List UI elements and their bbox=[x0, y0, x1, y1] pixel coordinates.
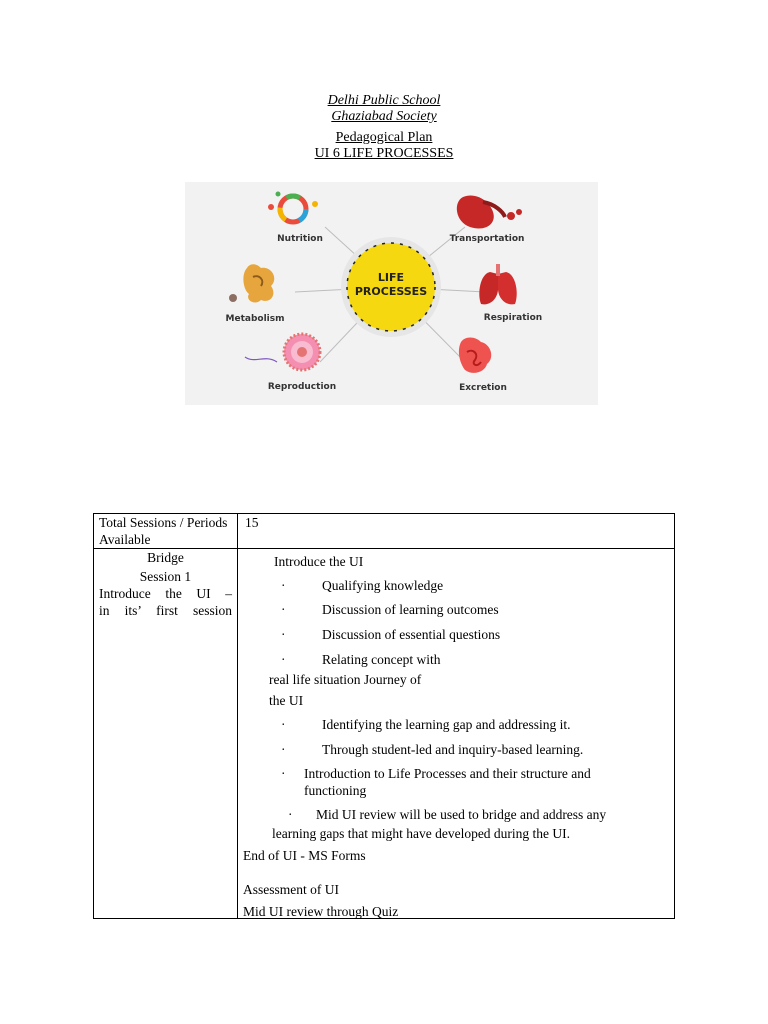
bullet-7: · bbox=[281, 766, 286, 781]
assessment-label: Assessment of UI bbox=[243, 882, 339, 897]
bullet-1: · bbox=[281, 578, 286, 593]
session-content-cell bbox=[238, 549, 675, 919]
school-name: Delhi Public School bbox=[327, 93, 441, 108]
bullet-6-text: Through student-led and inquiry-based learning. bbox=[322, 742, 584, 757]
bullet-6: · bbox=[281, 742, 286, 757]
label-nutrition: Nutrition bbox=[277, 234, 323, 244]
bridge-label: Bridge bbox=[147, 550, 184, 565]
bullet-5: · bbox=[281, 717, 286, 732]
bullet-7-text-line2: functioning bbox=[304, 783, 367, 798]
bridge-cell bbox=[94, 549, 238, 919]
label-respiration: Respiration bbox=[483, 313, 543, 323]
reproduction-icon bbox=[245, 334, 320, 370]
bullet-8-text: Mid UI review will be used to bridge and address any bbox=[316, 807, 607, 822]
bullet-1-text: Qualifying knowledge bbox=[322, 578, 444, 593]
plan-title: Pedagogical Plan bbox=[335, 130, 433, 145]
total-sessions-label: Total Sessions / Periods Available bbox=[94, 514, 238, 549]
intro-line2: in its’ first session bbox=[99, 603, 232, 618]
respiration-icon bbox=[479, 264, 516, 304]
intro-line1: Introduce the UI – bbox=[99, 586, 232, 601]
bullet-4-text: Relating concept with bbox=[322, 652, 441, 667]
metabolism-icon bbox=[229, 264, 274, 302]
label-excretion: Excretion bbox=[459, 383, 507, 393]
session-label: Session 1 bbox=[139, 569, 192, 584]
label-reproduction: Reproduction bbox=[267, 382, 337, 392]
center-label-line2: PROCESSES bbox=[354, 285, 428, 298]
total-sessions-value: 15 bbox=[238, 514, 675, 549]
life-processes-diagram bbox=[185, 182, 598, 405]
label-metabolism: Metabolism bbox=[225, 314, 285, 324]
bullet-2: · bbox=[281, 602, 286, 617]
bullet-4-text-line2: real life situation Journey of bbox=[269, 672, 422, 687]
unit-title: UI 6 LIFE PROCESSES bbox=[314, 146, 454, 161]
bullet-7-text: Introduction to Life Processes and their structure and bbox=[304, 766, 591, 781]
bullet-2-text: Discussion of learning outcomes bbox=[322, 602, 499, 617]
bullet-3: · bbox=[281, 627, 286, 642]
bullet-4: · bbox=[281, 652, 286, 667]
bullet-4-text-line3: the UI bbox=[269, 693, 304, 708]
bullet-5-text: Identifying the learning gap and addressing it. bbox=[322, 717, 571, 732]
center-label-line1: LIFE bbox=[377, 271, 405, 284]
bullet-8-text-line2: learning gaps that might have developed during the UI. bbox=[272, 826, 571, 841]
end-of-unit: End of UI - MS Forms bbox=[243, 848, 366, 863]
table-row-total-sessions bbox=[94, 514, 675, 549]
intro-text: Introduce the UI bbox=[274, 554, 364, 569]
bullet-3-text: Discussion of essential questions bbox=[322, 627, 501, 642]
nutrition-icon bbox=[268, 192, 318, 223]
bullet-8: · bbox=[288, 807, 293, 822]
transportation-icon bbox=[457, 195, 522, 228]
society-name: Ghaziabad Society bbox=[331, 109, 437, 124]
center-circle bbox=[341, 237, 441, 337]
mid-review: Mid UI review through Quiz bbox=[243, 904, 399, 919]
label-transportation: Transportation bbox=[449, 234, 525, 244]
session-plan-table bbox=[93, 513, 675, 919]
excretion-icon bbox=[459, 338, 491, 373]
table-row-bridge bbox=[94, 549, 675, 919]
